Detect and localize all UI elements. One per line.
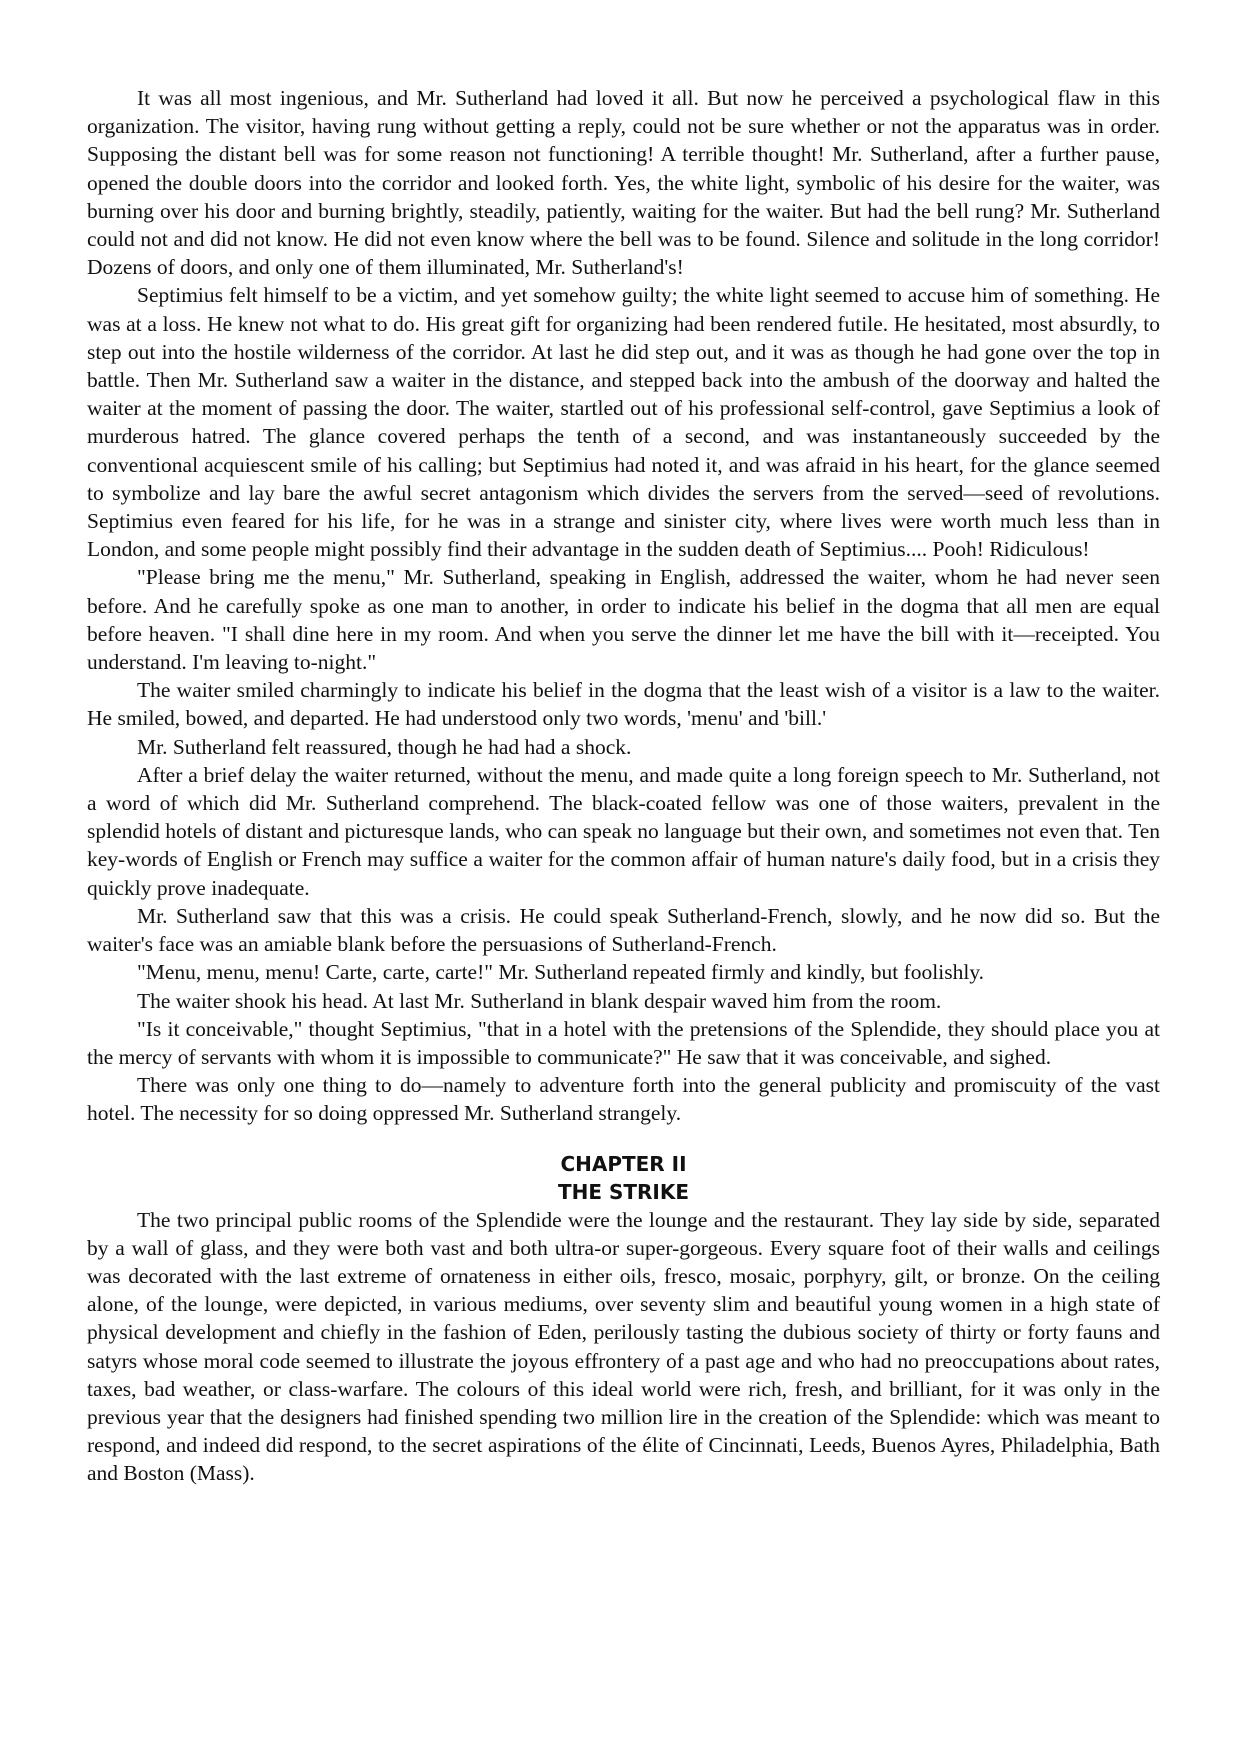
- document-page: [87, 84, 1160, 1488]
- paragraph: Mr. Sutherland saw that this was a crisis. He could speak Sutherland-French, slowly, and he now did so. But the waiter's face was an amiable blank before the persuasions of Sutherland-French.: [87, 903, 1160, 957]
- paragraph: "Is it conceivable," thought Septimius, "that in a hotel with the pretensions of the Splendide, they should place you at the mercy of servants with whom it is impossible to communicate?" He saw that it was conceivable, and sighed.: [87, 1016, 1160, 1069]
- paragraph: There was only one thing to do—namely to adventure forth into the general publicity and promiscuity of the vast hotel. The necessity for so doing oppressed Mr. Sutherland strangely.: [87, 1073, 1160, 1126]
- paragraph: "Menu, menu, menu! Carte, carte, carte!" Mr. Sutherland repeated firmly and kindly, but foolishly.: [137, 960, 985, 985]
- paragraph: It was all most ingenious, and Mr. Sutherland had loved it all. But now he perceived a psychological flaw in this organization. The visitor, having rung without getting a reply, could not be sure whether or not the apparatus was in order. Supposing the distant bell was for some reason not functioning! A terrible thought! Mr. Sutherland, after a further pause, opened the double doors into the corridor and looked forth. Yes, the white light, symbolic of his desire for the waiter, was burning over his door and burning brightly, steadily, patiently, waiting for the waiter. But had the bell rung? Mr. Sutherland could not and did not know. He did not even know where the bell was to be found. Silence and solitude in the long corridor! Dozens of doors, and only one of them illuminated, Mr. Sutherland's!: [87, 86, 1160, 280]
- chapter-title: THE STRIKE: [557, 1179, 690, 1204]
- paragraph: The waiter smiled charmingly to indicate his belief in the dogma that the least wish of a visitor is a law to the waiter. He smiled, bowed, and departed. He had understood only two words, 'menu' and 'bill.': [87, 678, 1160, 731]
- paragraph: Mr. Sutherland felt reassured, though he had had a shock.: [137, 734, 632, 759]
- paragraph: "Please bring me the menu," Mr. Sutherland, speaking in English, addressed the waiter, whom he had never seen before. And he carefully spoke as one man to another, in order to indicate his belief in the dogma that all men are equal before heaven. "I shall dine here in my room. And when you serve the dinner let me have the bill with it—receipted. You understand. I'm leaving to-night.": [87, 565, 1160, 675]
- paragraph: The two principal public rooms of the Splendide were the lounge and the restaurant. They lay side by side, separated by a wall of glass, and they were both vast and both ultra-or super-gorgeous. Every square foot of their walls and ceilings was decorated with the last extreme of ornateness in either oils, fresco, mosaic, porphyry, gilt, or bronze. On the ceiling alone, of the lounge, were depicted, in various mediums, over seventy slim and beautiful young women in a high state of physical development and chiefly in the fashion of Eden, perilously tasting the dubious society of thirty or forty fauns and satyrs whose moral code seemed to illustrate the joyous effrontery of a past age and who had no preoccupations about rates, taxes, bad weather, or class-warfare. The colours of this ideal world were rich, fresh, and brilliant, for it was only in the previous year that the designers had finished spending two million lire in the creation of the Splendide: which was meant to respond, and indeed did respond, to the secret aspirations of the élite of Cincinnati, Leeds, Buenos Ayres, Philadelphia, Bath and Boston (Mass).: [87, 1207, 1160, 1486]
- chapter-number: CHAPTER II: [560, 1151, 687, 1176]
- paragraph: After a brief delay the waiter returned, without the menu, and made quite a long foreign speech to Mr. Sutherland, not a word of which did Mr. Sutherland comprehend. The black-coated fellow was one of those waiters, prevalent in the splendid hotels of distant and picturesque lands, who can speak no language but their own, and sometimes not even that. Ten key-words of English or French may suffice a waiter for the common affair of human nature's daily food, but in a crisis they quickly prove inadequate.: [87, 762, 1160, 900]
- chapter-heading: [87, 1150, 1160, 1206]
- paragraph: The waiter shook his head. At last Mr. Sutherland in blank despair waved him from the room.: [137, 988, 942, 1013]
- paragraph: Septimius felt himself to be a victim, and yet somehow guilty; the white light seemed to accuse him of something. He was at a loss. He knew not what to do. His great gift for organizing had been rendered futile. He hesitated, most absurdly, to step out into the hostile wilderness of the corridor. At last he did step out, and it was as though he had gone over the top in battle. Then Mr. Sutherland saw a waiter in the distance, and stepped back into the ambush of the doorway and halted the waiter at the moment of passing the door. The waiter, startled out of his professional self-control, gave Septimius a look of murderous hatred. The glance covered perhaps the tenth of a second, and was instantaneously succeeded by the conventional acquiescent smile of his calling; but Septimius had noted it, and was afraid in his heart, for the glance seemed to symbolize and lay bare the awful secret antagonism which divides the servers from the served—seed of revolutions. Septimius even feared for his life, for he was in a strange and sinister city, where lives were worth much less than in London, and some people might possibly find their advantage in the sudden death of Septimius.... Pooh! Ridiculous!: [87, 283, 1160, 562]
